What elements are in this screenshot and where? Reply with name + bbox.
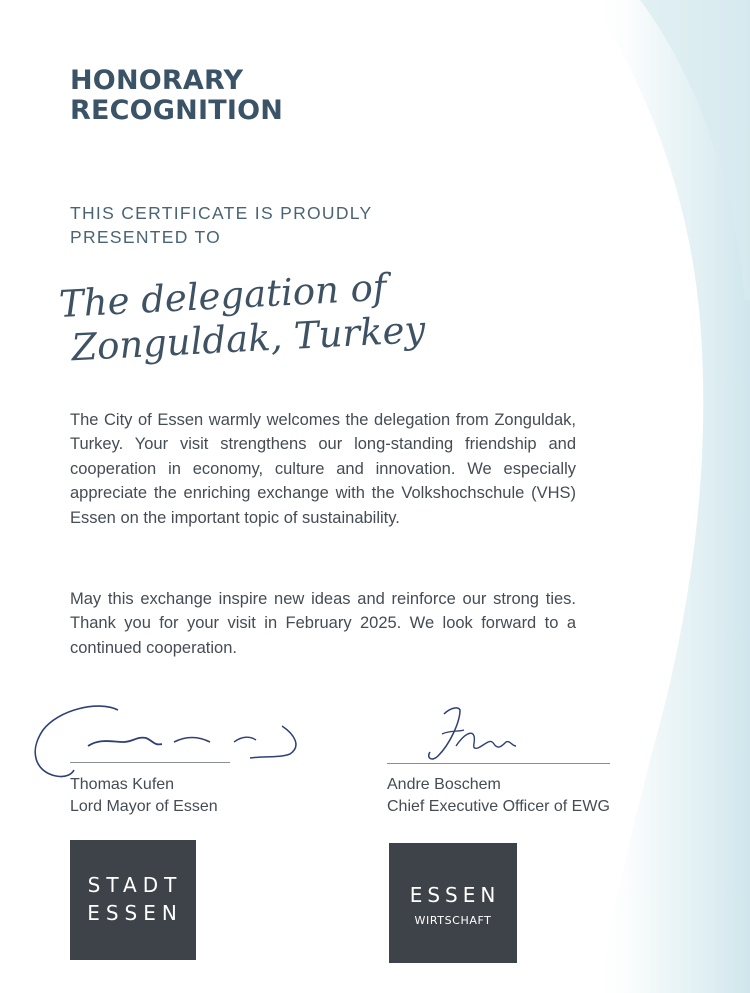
presented-to-label [70, 201, 373, 249]
signer-right [387, 774, 610, 818]
closing-paragraph: May this exchange inspire new ideas and reinforce our strong ties. Thank you for your visit in February 2025. We look forward to a continued cooperation. [70, 590, 576, 657]
stadt-essen-logo [70, 840, 196, 960]
recipient-line-1: The delegation of [58, 265, 388, 326]
welcome-paragraph: The City of Essen warmly welcomes the delegation from Zonguldak, Turkey. Your visit strengthens our long-standing friendship and cooperation in economy, culture and innovation. We especially appreciate the enriching exchange with the Volkshochschule (VHS) Essen on the important topic of sustainability. [70, 411, 576, 527]
wirtschaft-logo-sub: WIRTSCHAFT [414, 914, 492, 927]
stadt-logo-line-2: ESSEN [87, 901, 183, 925]
essen-wirtschaft-logo [389, 843, 517, 963]
presented-line-2: PRESENTED TO [70, 227, 222, 247]
heading-line-1: HONORARY [70, 65, 244, 96]
certificate-heading [70, 66, 283, 126]
recipient-line-2: Zonguldak, Turkey [70, 307, 427, 370]
signer-left-name: Thomas Kufen [70, 776, 175, 793]
presented-line-1: THIS CERTIFICATE IS PROUDLY [70, 203, 373, 223]
wirtschaft-logo-main: ESSEN [409, 883, 501, 907]
heading-line-2: RECOGNITION [70, 95, 284, 126]
signature-thomas-kufen [28, 690, 308, 790]
signer-right-title: Chief Executive Officer of EWG [387, 798, 610, 815]
signer-left-title: Lord Mayor of Essen [70, 798, 218, 815]
stadt-logo-line-1: STADT [87, 873, 183, 897]
signer-right-name: Andre Boschem [387, 776, 501, 793]
signature-andre-boschem [420, 700, 530, 770]
